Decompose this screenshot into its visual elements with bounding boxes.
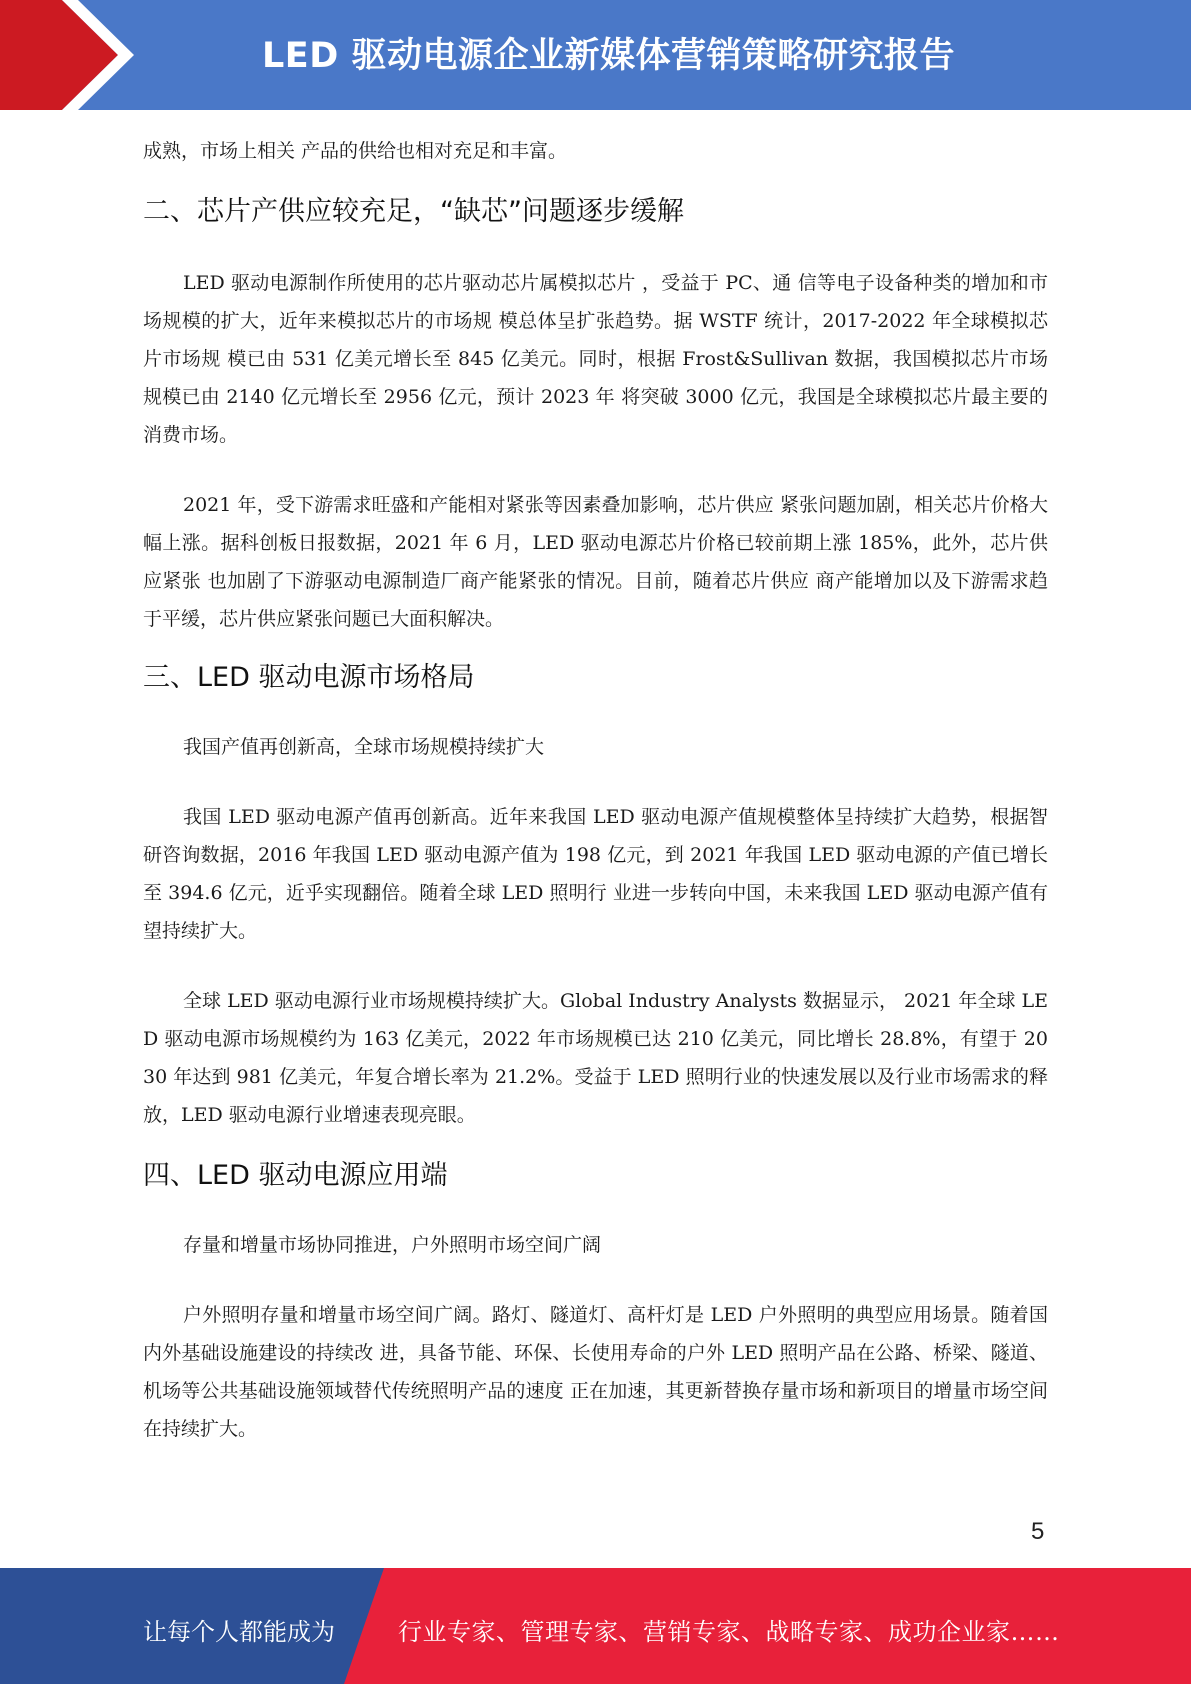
section-heading-3: 三、LED 驱动电源市场格局 [143, 662, 475, 693]
section-heading-4: 四、LED 驱动电源应用端 [143, 1160, 448, 1191]
paragraph-continuation: 成熟，市场上相关 产品的供给也相对充足和丰富。 [143, 140, 568, 162]
paragraph-domestic-output: 我国 LED 驱动电源产值再创新高。近年来我国 LED 驱动电源产值规模整体呈持续扩大趋势，根据智研咨询数据，2016 年我国 LED 驱动电源产值为 198 亿元，到 2021 年我国 LED 驱动电源的产值已增长至 394.6 亿元，近乎实现翻倍。随着全球 LED 照明行 业进一步转向中国，未来我国 LED 驱动电源产值有望持续扩大。 [143, 806, 1048, 942]
subheading-4: 存量和增量市场协同推进，户外照明市场空间广阔 [183, 1234, 602, 1256]
subheading-3: 我国产值再创新高，全球市场规模持续扩大 [183, 736, 545, 758]
page-footer [0, 1568, 1191, 1684]
page-header [0, 0, 1191, 110]
page-content [143, 132, 1048, 1448]
paragraph-outdoor-lighting: 户外照明存量和增量市场空间广阔。路灯、隧道灯、高杆灯是 LED 户外照明的典型应用场景。随着国内外基础设施建设的持续改 进，具备节能、环保、长使用寿命的户外 LED 照明产品在公路、桥梁、隧道、机场等公共基础设施领域替代传统照明产品的速度 正在加速，其更新替换存量市场和新项目的增量市场空间在持续扩大。 [143, 1304, 1048, 1440]
report-title: LED 驱动电源企业新媒体营销策略研究报告 [262, 36, 955, 76]
footer-slogan-right: 行业专家、管理专家、营销专家、战略专家、成功企业家…… [398, 1618, 1060, 1646]
header-arrow-decoration [0, 0, 150, 110]
page-number: 5 [1031, 1518, 1045, 1545]
section-heading-2: 二、芯片产供应较充足，“缺芯”问题逐步缓解 [143, 196, 684, 227]
paragraph-analog-chips: LED 驱动电源制作所使用的芯片驱动芯片属模拟芯片 ，受益于 PC、通 信等电子设备种类的增加和市场规模的扩大，近年来模拟芯片的市场规 模总体呈扩张趋势。据 WSTF 统计，2017-2022 年全球模拟芯片市场规 模已由 531 亿美元增长至 845 亿美元。同时，根据 Frost&Sullivan 数据，我国模拟芯片市场规模已由 2140 亿元增长至 2956 亿元，预计 2023 年 将突破 3000 亿元，我国是全球模拟芯片最主要的消费市场。 [143, 272, 1048, 446]
footer-slogan-left: 让每个人都能成为 [143, 1618, 335, 1646]
paragraph-chip-shortage: 2021 年，受下游需求旺盛和产能相对紧张等因素叠加影响，芯片供应 紧张问题加剧，相关芯片价格大幅上涨。据科创板日报数据，2021 年 6 月，LED 驱动电源芯片价格已较前期上涨 185%，此外，芯片供应紧张 也加剧了下游驱动电源制造厂商产能紧张的情况。目前，随着芯片供应 商产能增加以及下游需求趋于平缓，芯片供应紧张问题已大面积解决。 [143, 494, 1048, 630]
paragraph-global-market: 全球 LED 驱动电源行业市场规模持续扩大。Global Industry Analysts 数据显示， 2021 年全球 LED 驱动电源市场规模约为 163 亿美元，2022 年市场规模已达 210 亿美元，同比增长 28.8%，有望于 2030 年达到 981 亿美元，年复合增长率为 21.2%。受益于 LED 照明行业的快速发展以及行业市场需求的释放，LED 驱动电源行业增速表现亮眼。 [143, 990, 1048, 1126]
